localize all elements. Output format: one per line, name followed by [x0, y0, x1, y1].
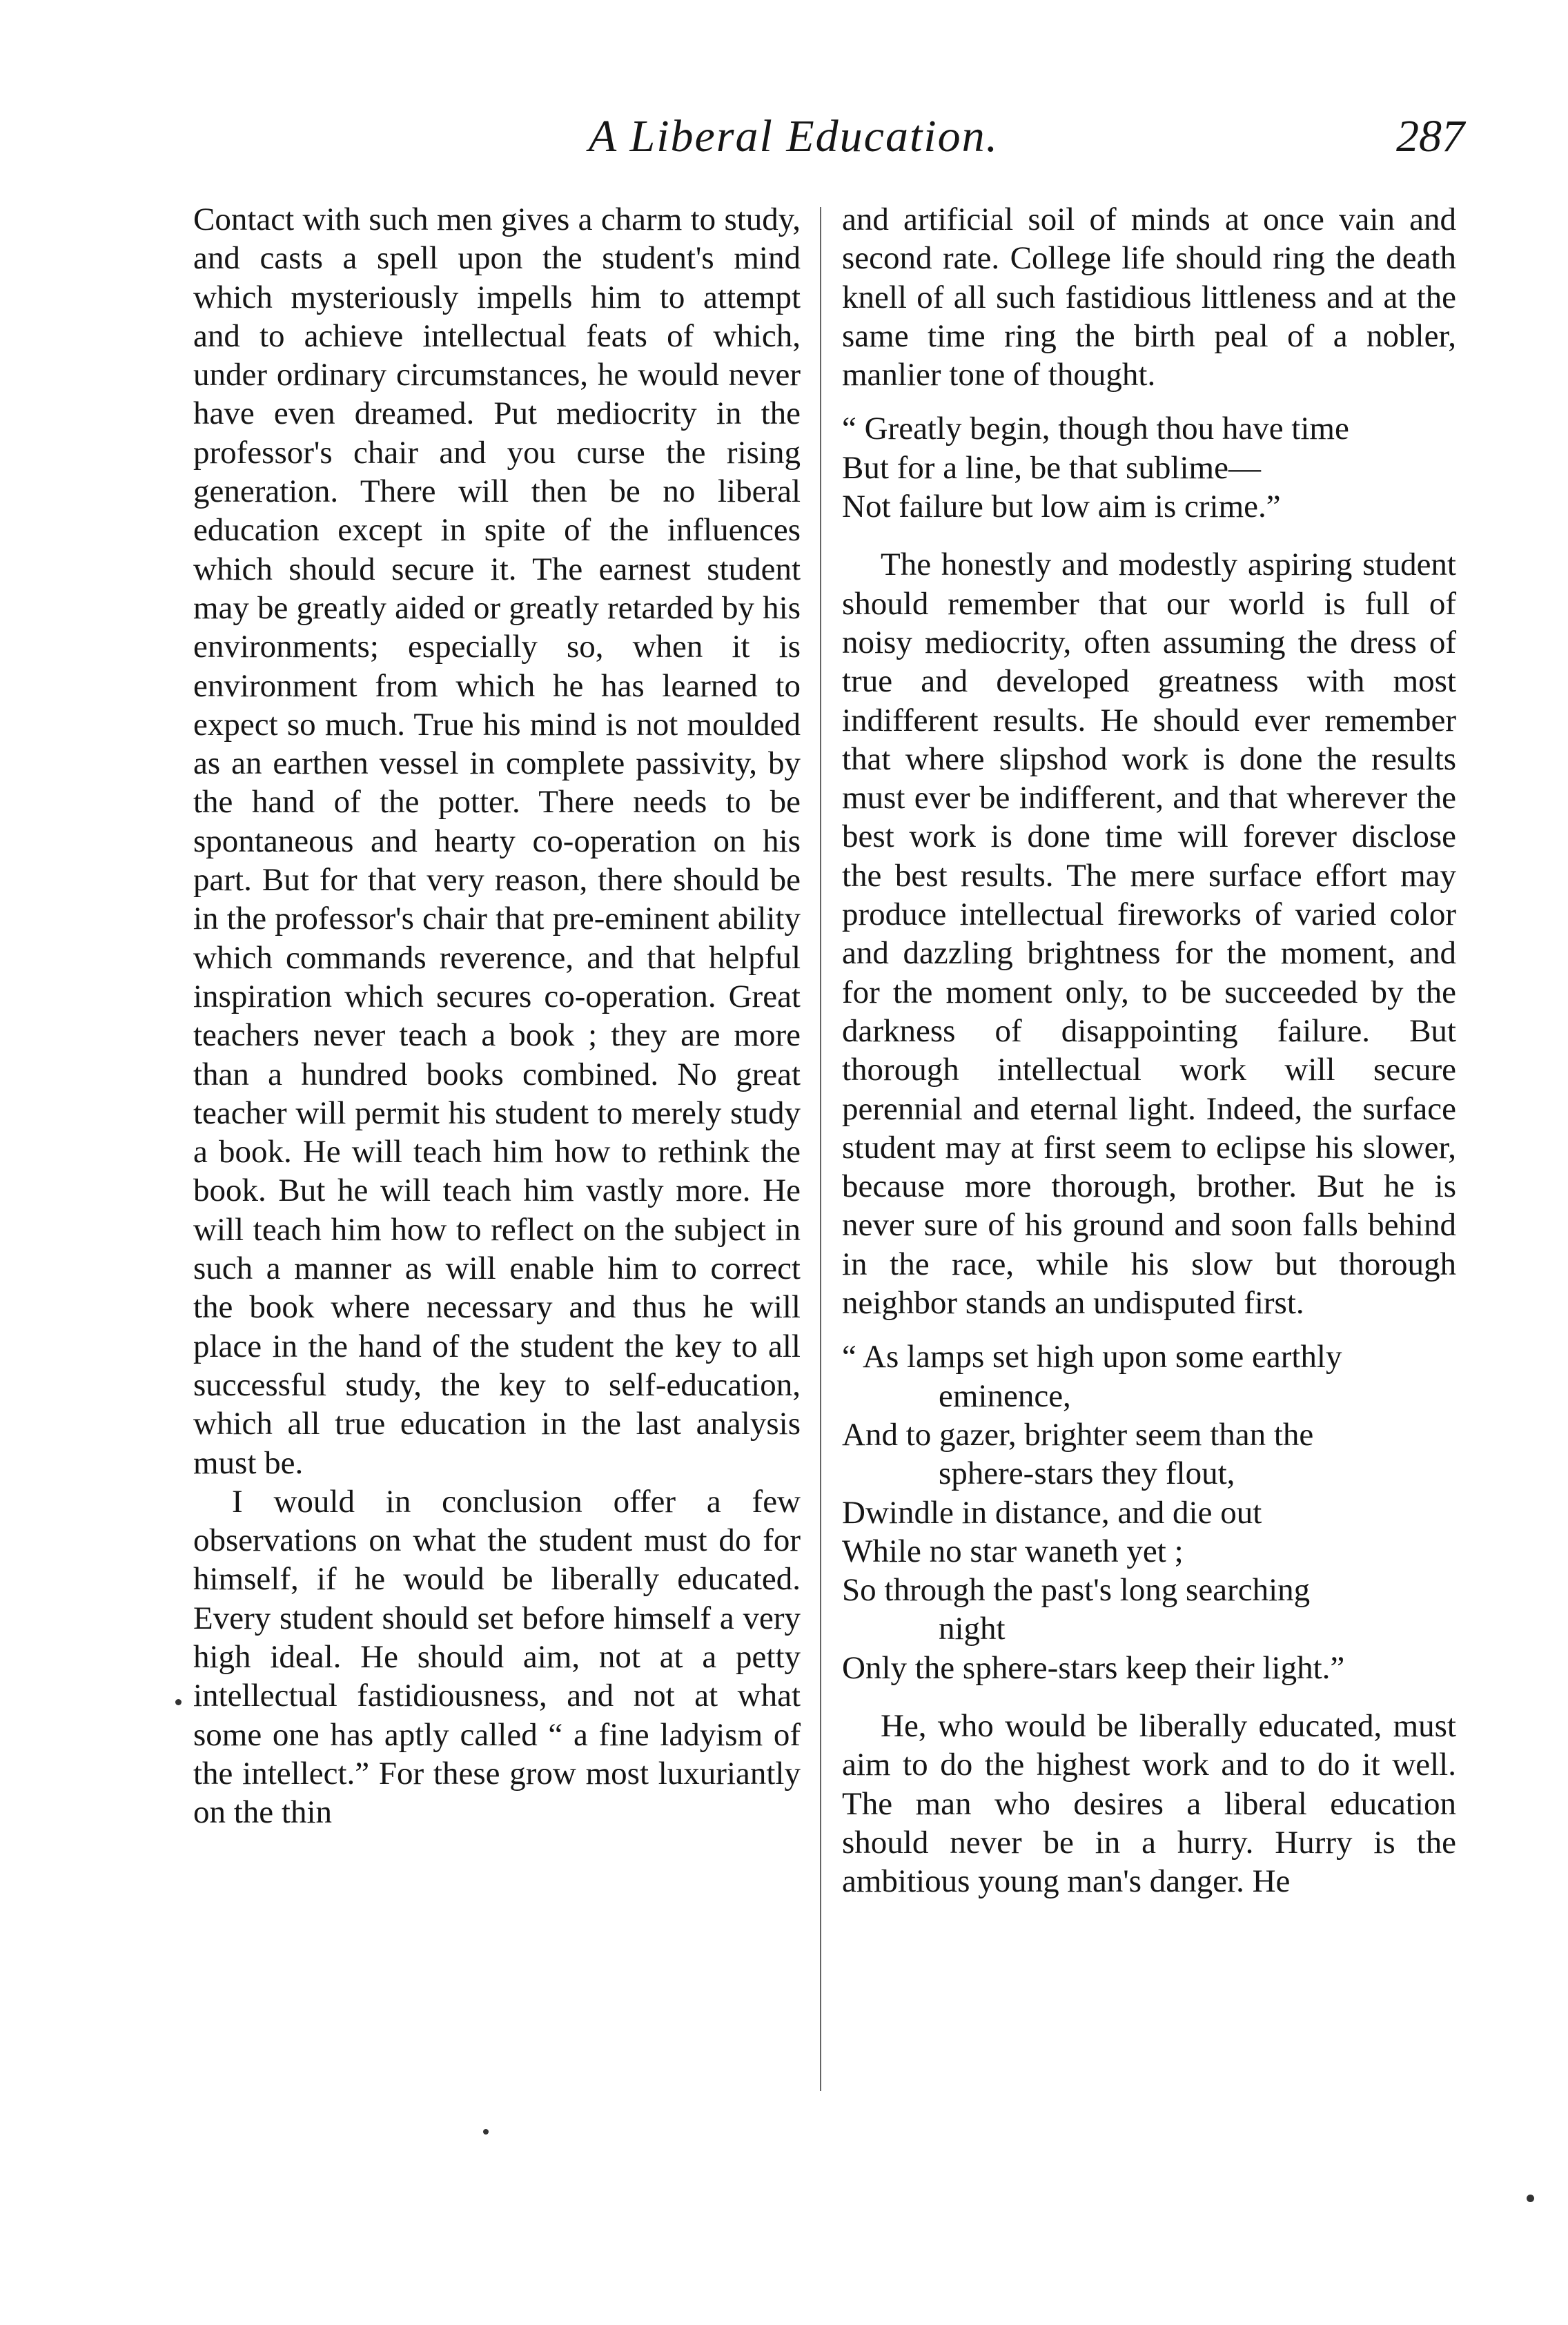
verse-line: night — [939, 1611, 1006, 1647]
right-paragraph-2: The honestly and modestly aspiring student should remember that our world is full of noisy mediocrity, often assuming the dress of true and developed greatness with most indifferent results. He should ever remember that where slipshod work is done the results must ever be indifferent, and that wherever the best work is done time will forever disclose the best results. The mere surface effort may produce intellectual fireworks of varied color and dazzling brightness for the moment, and for the moment only, to be succeeded by the darkness of disappointing failure. But thorough intellectual work will secure perennial and eternal light. Indeed, the surface student may at first seem to eclipse his slower, because more thorough, brother. But he is never sure of his ground and soon falls behind in the race, while his slow but thorough neighbor stands an undisputed first. — [842, 547, 1456, 1322]
left-column — [193, 200, 801, 1832]
verse-line: sphere-stars they flout, — [939, 1455, 1235, 1492]
verse-line: “ As lamps set high upon some earthly — [842, 1339, 1342, 1375]
verse-line: So through the past's long searching — [842, 1572, 1311, 1609]
verse-line: eminence, — [939, 1377, 1071, 1414]
print-speck — [175, 1699, 182, 1705]
verse-quote-2 — [842, 1337, 1456, 1687]
verse-line: Only the sphere-stars keep their light.” — [842, 1649, 1345, 1686]
verse-line: “ Greatly begin, though thou have time — [842, 411, 1349, 447]
left-paragraph-2: I would in conclusion offer a few observations on what the student must do for himself, if he would be liberally educated. Every student should set before himself a very high ideal. He should aim, not at a petty intellectual fastidiousness, and not at what some one has aptly called “ a fine ladyism of the intellect.” For these grow most luxuriantly on the thin — [193, 1483, 801, 1831]
right-paragraph-1: and artificial soil of minds at once vain and second rate. College life should ring the death knell of all such fastidious littleness and at the same time ring the birth peal of a nobler, manlier tone of thought. — [842, 202, 1456, 393]
verse-line: While no star waneth yet ; — [842, 1533, 1184, 1569]
print-speck — [1527, 2195, 1534, 2202]
verse-line: Not failure but low aim is crime.” — [842, 489, 1281, 525]
page-number: 287 — [1396, 111, 1464, 161]
print-speck — [483, 2129, 489, 2135]
right-paragraph-3: He, who would be liberally educated, must aim to do the highest work and to do it well. The man who desires a liberal education should never be in a hurry. Hurry is the ambitious young man's danger. He — [842, 1707, 1456, 1900]
verse-line: And to gazer, brighter seem than the — [842, 1416, 1314, 1453]
column-divider — [820, 207, 821, 2091]
verse-quote-1 — [842, 409, 1456, 526]
left-paragraph-1: Contact with such men gives a charm to study, and casts a spell upon the student's mind which mysteriously impells him to attempt and to achieve intellectual feats of which, under ordinary circumstances, he would never have even dreamed. Put mediocrity in the professor's chair and you curse the rising generation. There will then be no liberal education except in spite of the influences which should secure it. The earnest student may be greatly aided or greatly retarded by his environments; especially so, when it is environment from which he has learned to expect so much. True his mind is not moulded as an earthen vessel in complete passivity, by the hand of the potter. There needs to be spontaneous and hearty co-operation on his part. But for that very reason, there should be in the professor's chair that pre-eminent ability which commands reverence, and that helpful inspiration which secures co-operation. Great teachers never teach a book ; they are more than a hundred books combined. No great teacher will permit his student to merely study a book. He will teach him how to rethink the book. But he will teach him vastly more. He will teach him how to reflect on the subject in such a manner as will enable him to correct the book where necessary and thus he will place in the hand of the student the key to all successful study, the key to self-education, which all true education in the last analysis must be. — [193, 202, 801, 1481]
running-title: A Liberal Education. — [588, 111, 999, 161]
verse-line: But for a line, be that sublime— — [842, 449, 1261, 486]
verse-line: Dwindle in distance, and die out — [842, 1494, 1262, 1531]
right-column — [842, 200, 1456, 1901]
